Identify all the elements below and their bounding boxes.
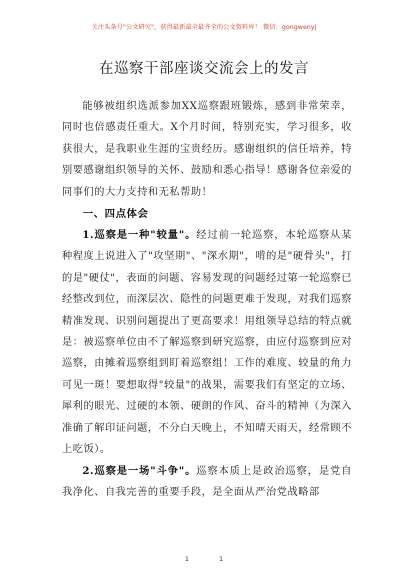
point-1-lead: 1.巡察是一种"较量"。 [82,229,197,242]
point-1-text: 经过前一轮巡察，本轮巡察从某种程度上说进入了"攻坚期"、"深水期"，啃的是"硬骨头"，打的是"硬仗"，表面的问题、容易发现的问题经过第一轮巡察已经整改到位，而深层次、隐性的问题更难于发现，对我们巡察精准发现、识别问题提出了更高要求！用组领导总结的特点就是：被巡察单位由不了解巡察到研究巡察，由应付巡察到应对巡察，由摊着巡察组到盯着巡察组！工作的难度、较量的角力可见一斑！要想取得"较量"的战果，需要我们有坚定的立场、犀利的眼光、过硬的本领、硬朗的作风、奋斗的精神（为深入准确了解印证问题，不分白天晚上，不知晴天雨天，经常顾不上吃饭）。 [62,230,352,456]
header-banner: 关注头条号"公文研究"，获得最新最全最齐全的公文资料库！ 微信：gongwenyj [91,24,317,31]
document-title: 在巡察干部座谈交流会上的发言 [99,61,309,77]
point-1-paragraph [62,225,352,460]
intro-paragraph: 能够被组织选派参加XX巡察跟班锻炼，感到非常荣幸，同时也倍感责任重大。X个月时间，特别充实，学习很多，收获很大，是我职业生涯的宝贵经历。感谢组织的信任培养，特别要感谢组织领导的关怀、鼓励和悉心指导！感谢各位亲爱的同事们的大力支持和无私帮助！ [62,101,352,198]
point-2-paragraph [62,461,352,504]
page-footer [0,555,408,563]
point-2-text: 巡察本质上是政治巡察，是党自我净化、自我完善的重要手段，是全面从严治党战略部 [62,465,352,498]
page-number-right: 1 [219,555,224,563]
document-body [62,96,352,503]
page-number-left: 1 [184,555,189,563]
section-heading: 一、四点体会 [82,208,149,221]
point-2-lead: 2.巡察是一场"斗争"。 [82,464,197,477]
